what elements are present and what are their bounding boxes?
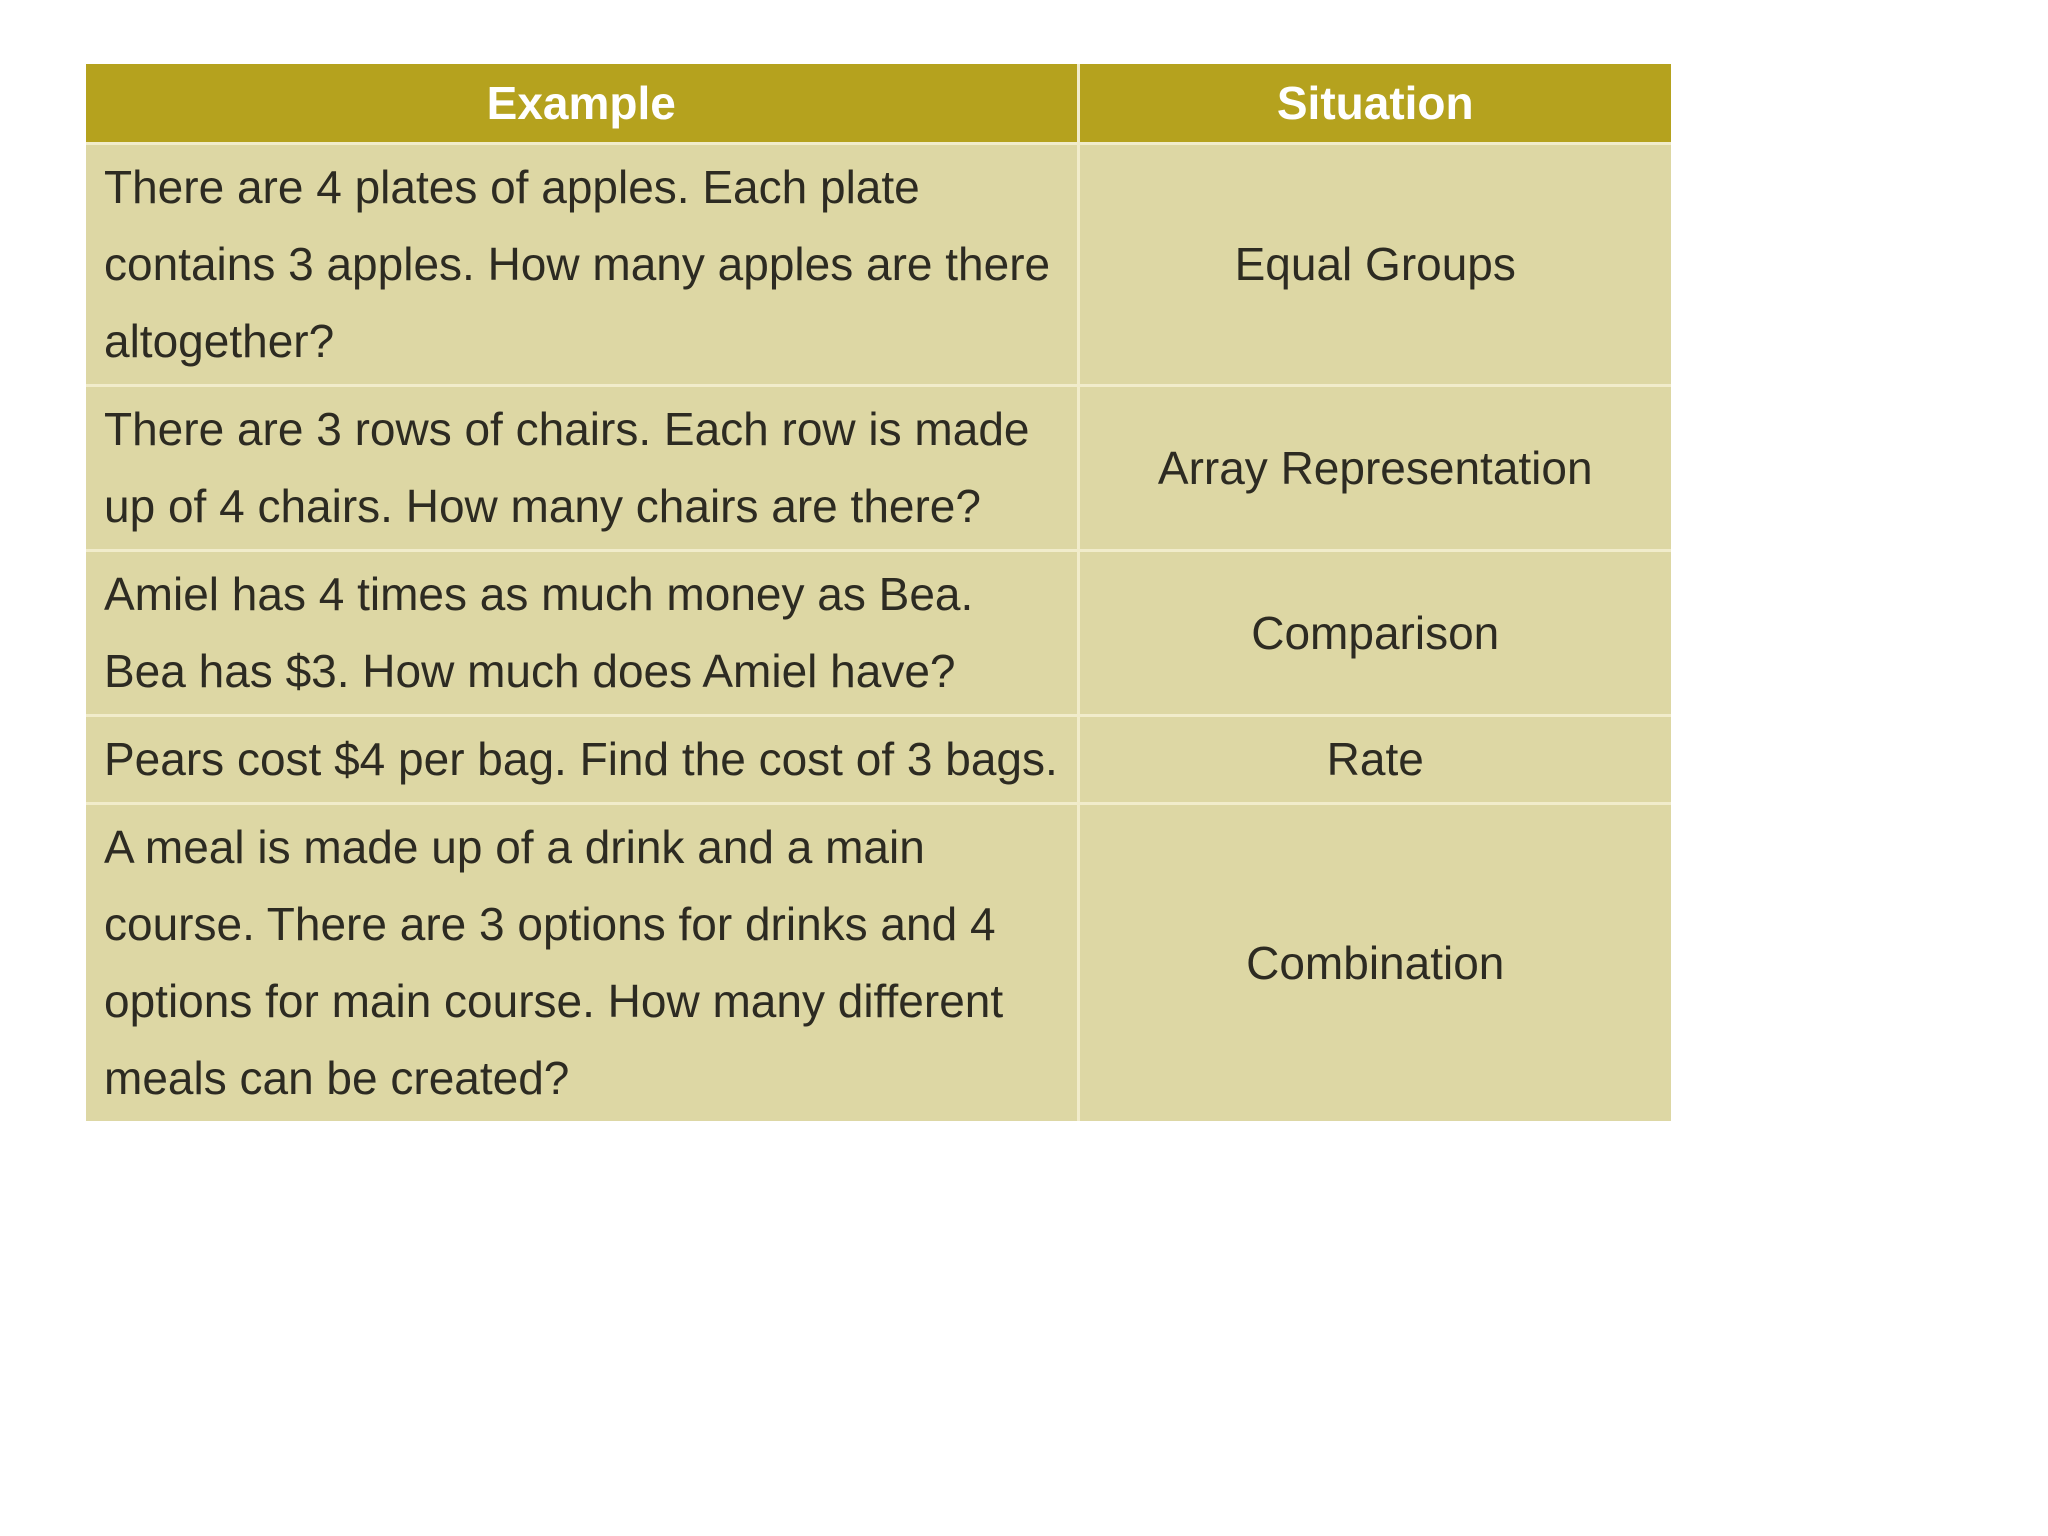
example-cell: There are 4 plates of apples. Each plate contains 3 apples. How many apples are there altogether? [86,144,1078,386]
situations-table-container [86,64,1671,1121]
table-body [86,144,1671,1122]
table-row [86,551,1671,716]
table-row [86,716,1671,804]
multiplication-situations-table [86,64,1671,1121]
situation-cell: Combination [1078,804,1671,1122]
example-cell: Amiel has 4 times as much money as Bea. Bea has $3. How much does Amiel have? [86,551,1078,716]
example-cell: There are 3 rows of chairs. Each row is made up of 4 chairs. How many chairs are there? [86,386,1078,551]
example-cell: A meal is made up of a drink and a main course. There are 3 options for drinks and 4 options for main course. How many different meals can be created? [86,804,1078,1122]
table-header [86,64,1671,144]
situation-cell: Equal Groups [1078,144,1671,386]
table-row [86,144,1671,386]
table-row [86,386,1671,551]
header-situation: Situation [1078,64,1671,144]
situation-cell: Comparison [1078,551,1671,716]
table-row [86,804,1671,1122]
example-cell: Pears cost $4 per bag. Find the cost of 3 bags. [86,716,1078,804]
header-row [86,64,1671,144]
situation-cell: Rate [1078,716,1671,804]
situation-cell: Array Representation [1078,386,1671,551]
header-example: Example [86,64,1078,144]
